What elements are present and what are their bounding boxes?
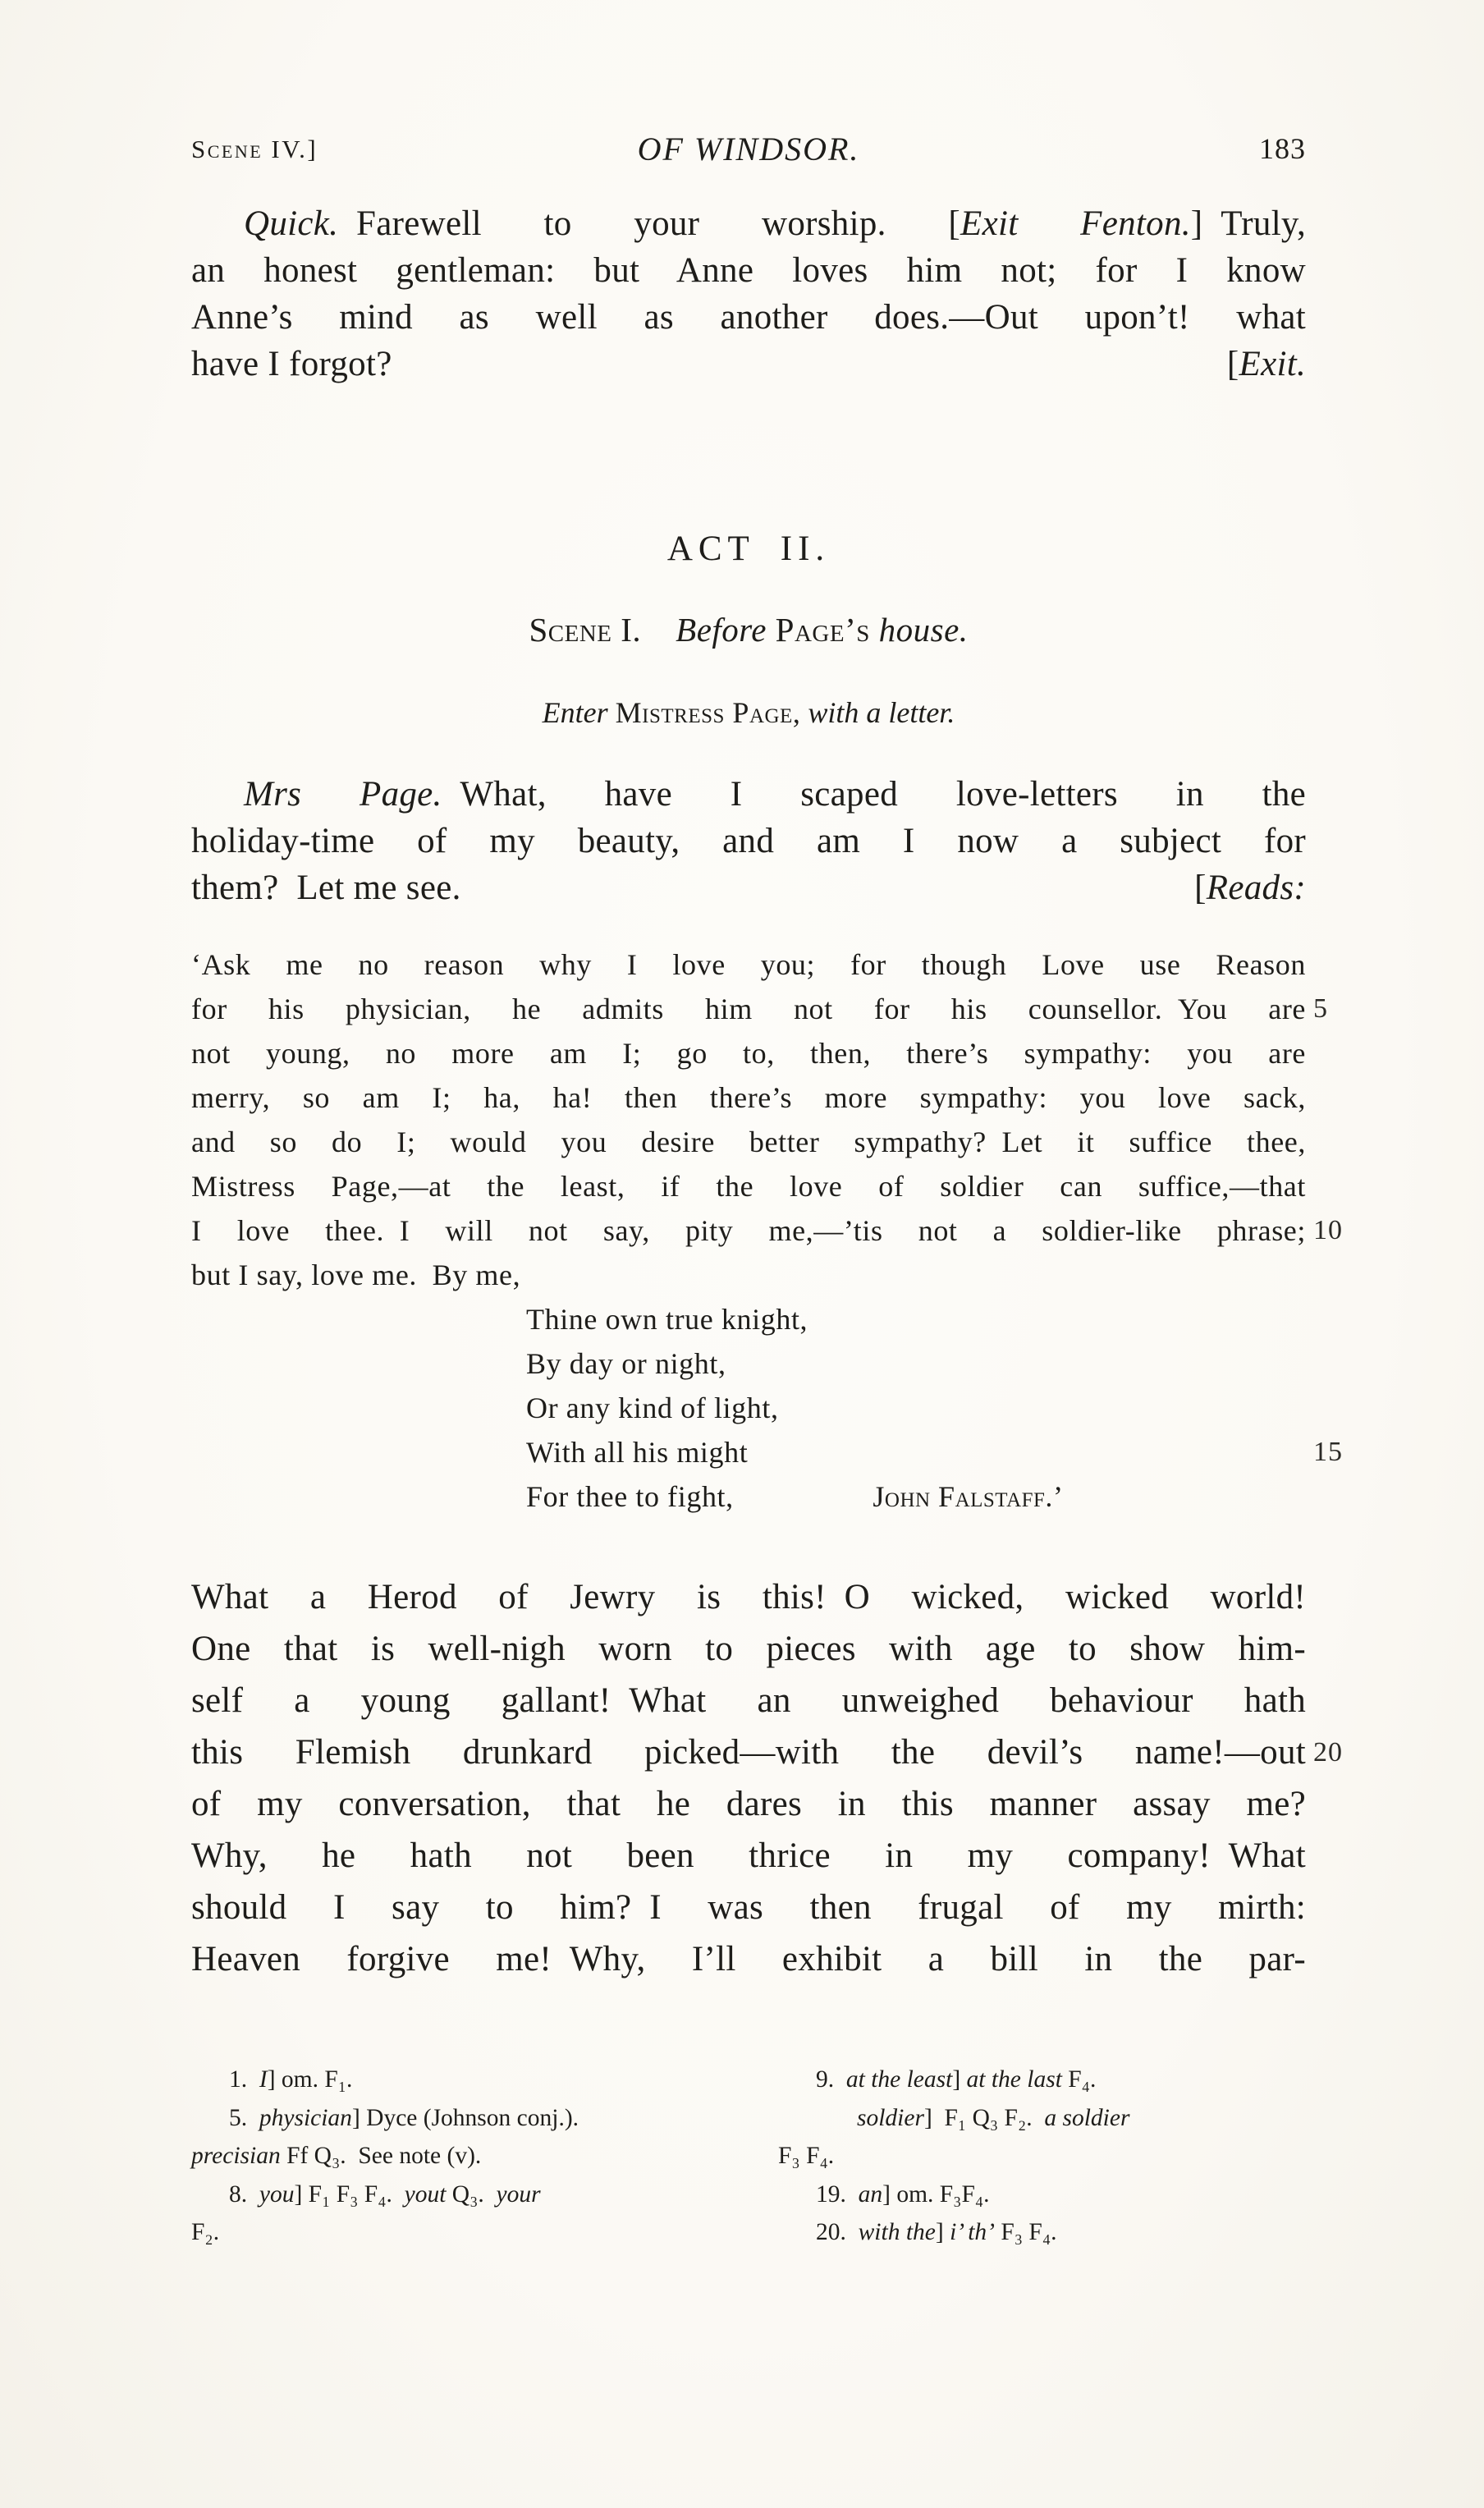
footnote-line: soldier] F₁ Q₃ F₂. a soldier (857, 2104, 1130, 2131)
speech-line: Anne’s mind as well as another does.—Out upon’t! what (191, 298, 1306, 337)
verse-text: For thee to fight, (526, 1480, 734, 1513)
speech-line: Quick. Farewell to your worship. [Exit Fenton.] Truly, (244, 204, 1306, 243)
speech-line: One that is well-nigh worn to pieces with age to show him- (191, 1630, 1306, 1668)
page-number: 183 (1259, 132, 1306, 165)
letter-verse (526, 1297, 1343, 1519)
running-header (191, 130, 1306, 171)
letter-text: for his physician, he admits him not for his counsellor. You are (191, 993, 1306, 1025)
falstaff-letter (191, 942, 1343, 1297)
speech-line: holiday-time of my beauty, and am I now a subject for (191, 822, 1306, 860)
letter-text: I love thee. I will not say, pity me,—’tis not a soldier-like phrase; (191, 1214, 1306, 1247)
letter-line: and so do I; would you desire better sympathy? Let it suffice thee, (191, 1126, 1306, 1158)
speech-line: an honest gentleman: but Anne loves him not; for I know (191, 251, 1306, 290)
footnote-line: 9. at the least] at the last F₄. (816, 2066, 1097, 2093)
mrs-page-speech (191, 771, 1306, 911)
act-heading: ACT II. (666, 530, 831, 568)
footnote-column-left (191, 2061, 719, 2252)
footnote-line: 5. physician] Dyce (Johnson conj.). (229, 2104, 579, 2131)
letter-signature: John Falstaff.’ (873, 1480, 1064, 1513)
speech-line: Heaven forgive me! Why, I’ll exhibit a bill in the par- (191, 1940, 1306, 1978)
letter-line (191, 987, 1328, 1031)
margin-line-number: 15 (1313, 1437, 1343, 1467)
speech-line (191, 341, 1306, 387)
footnote-line: 19. an] om. F₃F₄. (816, 2180, 990, 2208)
letter-line: not young, no more am I; go to, then, there’s sympathy: you are (191, 1037, 1306, 1070)
footnote-line: 20. with the] i’ th’ F₃ F₄. (816, 2219, 1057, 2245)
letter-line: ‘Ask me no reason why I love you; for though Love use Reason (191, 948, 1306, 981)
speech-text: this Flemish drunkard picked—with the devil’s name!—out (191, 1733, 1306, 1772)
footnote-column-right (778, 2061, 1306, 2252)
stage-direction: Enter Mistress Page, with a letter. (542, 696, 955, 729)
speech-text: have I forgot? (191, 345, 392, 383)
speech-line: of my conversation, that he dares in this manner assay me? (191, 1785, 1306, 1823)
speech-line: Why, he hath not been thrice in my company! What (191, 1836, 1306, 1875)
margin-line-number: 5 (1313, 993, 1328, 1024)
speech-line: Mrs Page. What, have I scaped love-letters in the (244, 775, 1307, 814)
reads-stage-direction: [Reads: (1194, 869, 1306, 907)
scene-label: Scene IV.] (191, 135, 318, 163)
footnotes (191, 2061, 1306, 2252)
speech-line (191, 1726, 1343, 1778)
footnote-line: F₂. (191, 2219, 220, 2245)
footnote-line: 1. I] om. F₁. (229, 2066, 353, 2093)
page-content (191, 0, 1343, 2252)
letter-line: Mistress Page,—at the least, if the love of soldier can suffice,—that (191, 1170, 1306, 1203)
exit-stage-direction: [Exit. (1226, 345, 1306, 383)
footnote-line: F₃ F₄. (778, 2143, 835, 2169)
speech-line: should I say to him? I was then frugal of my mirth: (191, 1888, 1306, 1927)
verse-line (526, 1474, 1306, 1519)
speech-line: What a Herod of Jewry is this! O wicked, wicked world! (191, 1578, 1306, 1616)
letter-line: merry, so am I; ha, ha! then there’s more sympathy: you love sack, (191, 1081, 1306, 1114)
margin-line-number: 10 (1313, 1215, 1343, 1245)
margin-line-number: 20 (1313, 1737, 1343, 1768)
speech-text: them? Let me see. (191, 869, 461, 907)
verse-line: By day or night, (526, 1347, 726, 1380)
mrs-page-closing-speech (191, 1571, 1343, 1985)
speech-line (191, 864, 1306, 911)
verse-text: With all his might (526, 1436, 749, 1469)
verse-line: Or any kind of light, (526, 1392, 779, 1424)
quickly-speech (191, 200, 1306, 387)
footnote-line: 8. you] F₁ F₃ F₄. yout Q₃. your (229, 2180, 541, 2208)
verse-line: Thine own true knight, (526, 1303, 808, 1336)
letter-line: but I say, love me. By me, (191, 1259, 521, 1291)
verse-line (526, 1430, 1343, 1474)
running-title: OF WINDSOR. (637, 131, 860, 167)
letter-line (191, 1208, 1343, 1253)
speech-line: self a young gallant! What an unweighed behaviour hath (191, 1681, 1306, 1720)
footnote-line: precisian Ff Q₃. See note (v). (191, 2143, 482, 2169)
scene-heading: Scene I. Before Page’s house. (529, 611, 969, 649)
